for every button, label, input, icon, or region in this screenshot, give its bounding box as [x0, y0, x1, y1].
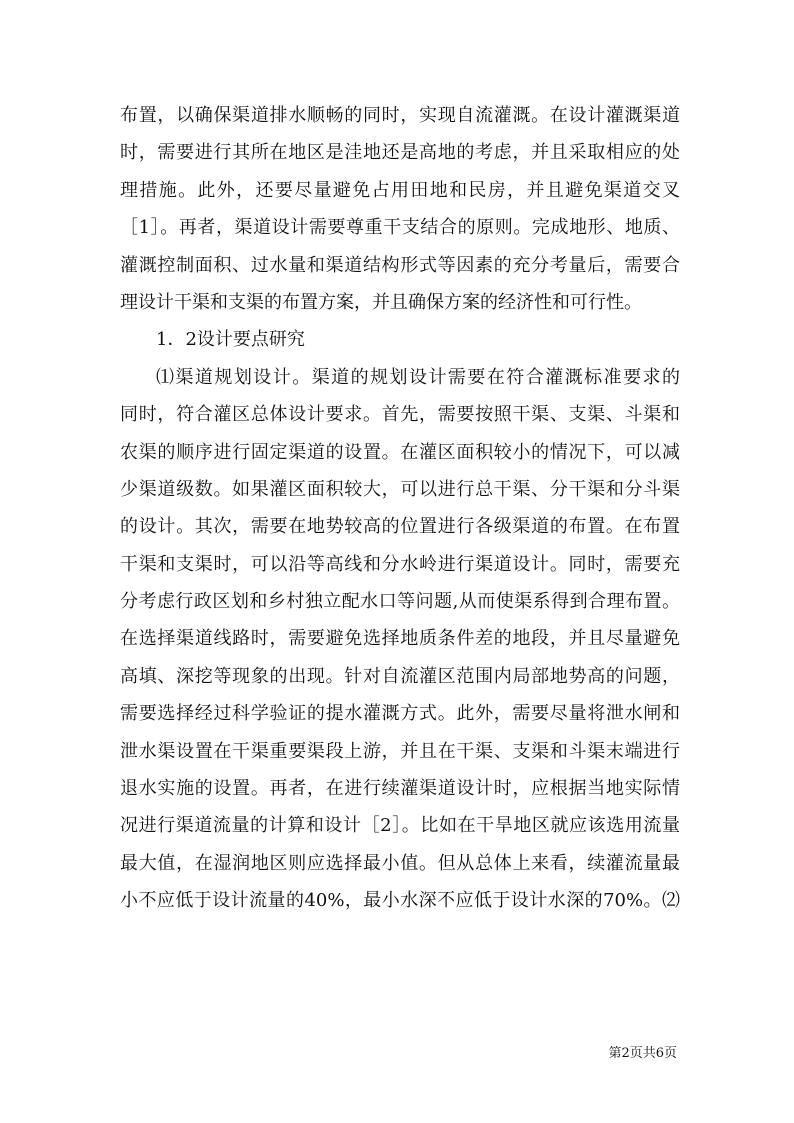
paragraph-line: 灌溉控制面积、过水量和渠道结构形式等因素的充分考量后，需要合 — [120, 254, 680, 276]
paragraph-line: ［1］。再者，渠道设计需要尊重干支结合的原则。完成地形、地质、 — [120, 217, 680, 239]
paragraph-line: 农渠的顺序进行固定渠道的设置。在灌区面积较小的情况下，可以减 — [120, 441, 680, 463]
paragraph-line: 退水实施的设置。再者，在进行续灌渠道设计时，应根据当地实际情 — [120, 778, 680, 800]
paragraph-line: 在选择渠道线路时，需要避免选择地质条件差的地段，并且尽量避免 — [120, 628, 680, 650]
section-heading: 1．2设计要点研究 — [156, 329, 305, 351]
paragraph-line: 少渠道级数。如果灌区面积较大，可以进行总干渠、分干渠和分斗渠 — [120, 478, 680, 500]
paragraph-line: 况进行渠道流量的计算和设计［2］。比如在干旱地区就应该选用流量 — [120, 815, 680, 837]
paragraph-line: ⑴渠道规划设计。渠道的规划设计需要在符合灌溉标准要求的 — [156, 366, 680, 388]
paragraph-line: 理措施。此外，还要尽量避免占用田地和民房，并且避免渠道交叉 — [120, 179, 680, 201]
paragraph-line: 理设计干渠和支渠的布置方案，并且确保方案的经济性和可行性。 — [120, 291, 642, 313]
paragraph-line: 的设计。其次，需要在地势较高的位置进行各级渠道的布置。在布置 — [120, 516, 680, 538]
page-number-footer: 第2页共6页 — [608, 1046, 677, 1061]
paragraph-line: 最大值，在湿润地区则应选择最小值。但从总体上来看，续灌流量最 — [120, 852, 680, 874]
paragraph-line: 泄水渠设置在干渠重要渠段上游，并且在干渠、支渠和斗渠末端进行 — [120, 740, 680, 762]
paragraph-line: 时，需要进行其所在地区是洼地还是高地的考虑，并且采取相应的处 — [120, 142, 680, 164]
paragraph-line: 分考虑行政区划和乡村独立配水口等问题,从而使渠系得到合理布置。 — [120, 591, 680, 613]
paragraph-line: 布置，以确保渠道排水顺畅的同时，实现自流灌溉。在设计灌溉渠道 — [120, 105, 680, 126]
paragraph-line: 干渠和支渠时，可以沿等高线和分水岭进行渠道设计。同时，需要充 — [120, 553, 680, 575]
paragraph-line: 需要选择经过科学验证的提水灌溉方式。此外，需要尽量将泄水闸和 — [120, 703, 680, 725]
paragraph-line: 高填、深挖等现象的出现。针对自流灌区范围内局部地势高的问题， — [120, 665, 680, 687]
document-body — [120, 97, 680, 920]
paragraph-line: 小不应低于设计流量的40%，最小水深不应低于设计水深的70%。⑵ — [120, 890, 680, 912]
paragraph-line: 同时，符合灌区总体设计要求。首先，需要按照干渠、支渠、斗渠和 — [120, 404, 680, 426]
